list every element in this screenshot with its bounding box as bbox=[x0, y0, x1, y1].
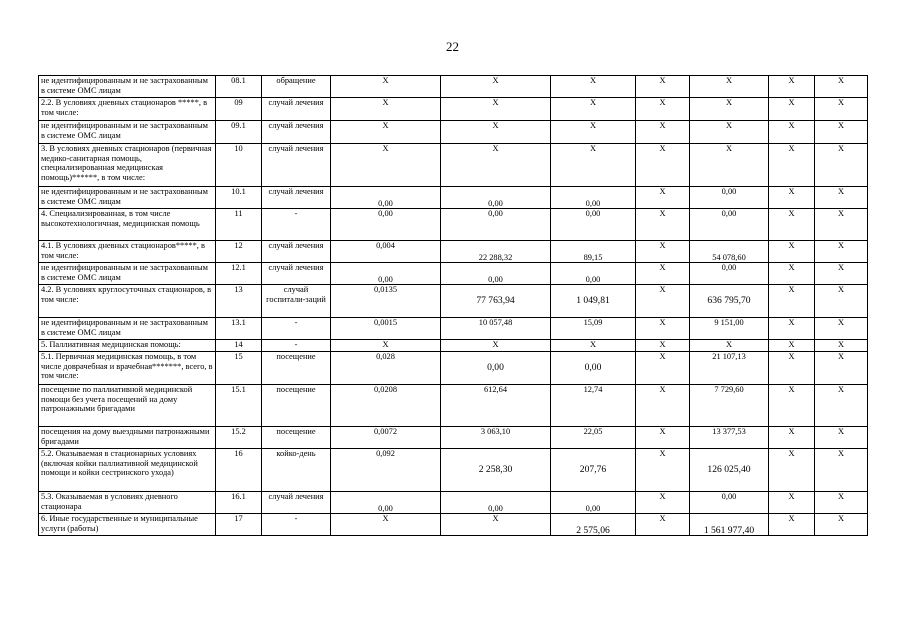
cell-value: 0,0208 bbox=[331, 385, 441, 427]
table-row bbox=[39, 121, 868, 144]
cell-value: X bbox=[815, 121, 868, 144]
table-row bbox=[39, 340, 868, 352]
cell-value: X bbox=[331, 340, 441, 352]
cell-value: X bbox=[769, 340, 815, 352]
row-code: 15.1 bbox=[216, 385, 262, 427]
cell-value: 1 561 977,40 bbox=[690, 514, 769, 536]
cell-value: X bbox=[636, 187, 690, 209]
table-row bbox=[39, 187, 868, 209]
cell-value: 0,00 bbox=[551, 492, 636, 514]
cell-value: X bbox=[815, 449, 868, 492]
cell-value: 0,00 bbox=[331, 187, 441, 209]
table-row bbox=[39, 209, 868, 241]
table-row bbox=[39, 514, 868, 536]
cell-value: 612,64 bbox=[441, 385, 551, 427]
row-name: 6. Иные государственные и муниципальные услуги (работы) bbox=[39, 514, 216, 536]
cell-value: 9 151,00 bbox=[690, 318, 769, 340]
cell-value: 0,028 bbox=[331, 352, 441, 385]
cell-value: X bbox=[815, 318, 868, 340]
table-row bbox=[39, 285, 868, 318]
row-unit: случай лечения bbox=[262, 187, 331, 209]
cell-value: 12,74 bbox=[551, 385, 636, 427]
cell-value: X bbox=[636, 385, 690, 427]
cell-value: 126 025,40 bbox=[690, 449, 769, 492]
cell-value: X bbox=[551, 340, 636, 352]
cell-value: X bbox=[441, 76, 551, 98]
cell-value: 0,00 bbox=[690, 209, 769, 241]
row-code: 12 bbox=[216, 241, 262, 263]
cell-value: X bbox=[815, 241, 868, 263]
cell-value: X bbox=[636, 427, 690, 449]
cell-value: X bbox=[815, 492, 868, 514]
cell-value: 0,00 bbox=[331, 209, 441, 241]
row-code: 12.1 bbox=[216, 263, 262, 285]
cell-value: X bbox=[815, 144, 868, 187]
cell-value: X bbox=[441, 340, 551, 352]
cell-value: X bbox=[636, 209, 690, 241]
row-unit: случай лечения bbox=[262, 241, 331, 263]
cell-value: 0,00 bbox=[551, 263, 636, 285]
row-unit: посещение bbox=[262, 385, 331, 427]
cell-value: X bbox=[769, 449, 815, 492]
cell-value: 0,0072 bbox=[331, 427, 441, 449]
cell-value: X bbox=[815, 285, 868, 318]
row-code: 10.1 bbox=[216, 187, 262, 209]
cell-value: X bbox=[690, 340, 769, 352]
cell-value: X bbox=[815, 514, 868, 536]
row-code: 15.2 bbox=[216, 427, 262, 449]
cell-value: 3 063,10 bbox=[441, 427, 551, 449]
cell-value: X bbox=[636, 98, 690, 121]
cell-value: 2 258,30 bbox=[441, 449, 551, 492]
cell-value: X bbox=[551, 98, 636, 121]
table-row bbox=[39, 318, 868, 340]
cell-value: 77 763,94 bbox=[441, 285, 551, 318]
cell-value: 0,0135 bbox=[331, 285, 441, 318]
cell-value: X bbox=[636, 514, 690, 536]
cell-value: 13 377,53 bbox=[690, 427, 769, 449]
row-name: не идентифицированным и не застрахованным в системе ОМС лицам bbox=[39, 121, 216, 144]
cell-value: X bbox=[636, 144, 690, 187]
cell-value: X bbox=[636, 340, 690, 352]
cell-value: X bbox=[769, 514, 815, 536]
cell-value: 2 575,06 bbox=[551, 514, 636, 536]
cell-value: X bbox=[769, 318, 815, 340]
cell-value: X bbox=[636, 318, 690, 340]
cell-value: 0,00 bbox=[441, 209, 551, 241]
table-row bbox=[39, 241, 868, 263]
cell-value: 0,004 bbox=[331, 241, 441, 263]
cell-value: X bbox=[636, 241, 690, 263]
row-name: не идентифицированным и не застрахованным в системе ОМС лицам bbox=[39, 318, 216, 340]
cell-value: X bbox=[636, 263, 690, 285]
cell-value: 636 795,70 bbox=[690, 285, 769, 318]
row-name: 2.2. В условиях дневных стационаров *****, в том числе: bbox=[39, 98, 216, 121]
row-unit: посещение bbox=[262, 352, 331, 385]
row-unit: обращение bbox=[262, 76, 331, 98]
row-unit: койко-день bbox=[262, 449, 331, 492]
cell-value: X bbox=[331, 514, 441, 536]
cell-value: X bbox=[690, 144, 769, 187]
cell-value: X bbox=[636, 449, 690, 492]
row-unit: случай лечения bbox=[262, 263, 331, 285]
cell-value: X bbox=[769, 98, 815, 121]
table-row bbox=[39, 352, 868, 385]
cell-value: X bbox=[769, 209, 815, 241]
table-row bbox=[39, 427, 868, 449]
cell-value: X bbox=[636, 121, 690, 144]
table-row bbox=[39, 263, 868, 285]
cell-value: 22 288,32 bbox=[441, 241, 551, 263]
cell-value: X bbox=[441, 514, 551, 536]
cell-value: 89,15 bbox=[551, 241, 636, 263]
table-row bbox=[39, 492, 868, 514]
cell-value: X bbox=[769, 385, 815, 427]
cell-value: X bbox=[815, 209, 868, 241]
row-unit: - bbox=[262, 340, 331, 352]
tariff-table bbox=[38, 75, 868, 536]
row-unit: случай госпитали-заций bbox=[262, 285, 331, 318]
cell-value: 1 049,81 bbox=[551, 285, 636, 318]
row-name: 5.2. Оказываемая в стационарных условиях (включая койки паллиативной медицинской помощи и койки сестринского ухода) bbox=[39, 449, 216, 492]
cell-value: 22,05 bbox=[551, 427, 636, 449]
cell-value: X bbox=[636, 352, 690, 385]
cell-value: X bbox=[769, 187, 815, 209]
row-code: 11 bbox=[216, 209, 262, 241]
row-code: 09 bbox=[216, 98, 262, 121]
cell-value: 0,00 bbox=[441, 187, 551, 209]
cell-value: 0,00 bbox=[331, 263, 441, 285]
row-unit: посещение bbox=[262, 427, 331, 449]
cell-value: X bbox=[769, 76, 815, 98]
cell-value: X bbox=[551, 144, 636, 187]
row-code: 10 bbox=[216, 144, 262, 187]
cell-value: X bbox=[636, 285, 690, 318]
cell-value: 21 107,13 bbox=[690, 352, 769, 385]
row-code: 13.1 bbox=[216, 318, 262, 340]
row-name: 4. Специализированная, в том числе высокотехнологичная, медицинская помощь bbox=[39, 209, 216, 241]
cell-value: X bbox=[815, 340, 868, 352]
table-row bbox=[39, 449, 868, 492]
cell-value: 0,00 bbox=[551, 352, 636, 385]
cell-value: 0,00 bbox=[690, 187, 769, 209]
row-code: 16.1 bbox=[216, 492, 262, 514]
row-unit: случай лечения bbox=[262, 121, 331, 144]
row-code: 16 bbox=[216, 449, 262, 492]
table-row bbox=[39, 385, 868, 427]
row-code: 13 bbox=[216, 285, 262, 318]
table-row bbox=[39, 98, 868, 121]
cell-value: X bbox=[769, 285, 815, 318]
cell-value: X bbox=[815, 76, 868, 98]
row-name: 4.2. В условиях круглосуточных стационаров, в том числе: bbox=[39, 285, 216, 318]
cell-value: X bbox=[331, 121, 441, 144]
cell-value: X bbox=[815, 98, 868, 121]
cell-value: X bbox=[815, 263, 868, 285]
cell-value: X bbox=[769, 121, 815, 144]
row-name: не идентифицированным и не застрахованным в системе ОМС лицам bbox=[39, 76, 216, 98]
cell-value: X bbox=[769, 241, 815, 263]
row-name: посещение по паллиативной медицинской помощи без учета посещений на дому патронажными бригадами bbox=[39, 385, 216, 427]
cell-value: X bbox=[690, 76, 769, 98]
cell-value: 7 729,60 bbox=[690, 385, 769, 427]
cell-value: X bbox=[769, 144, 815, 187]
cell-value: X bbox=[441, 98, 551, 121]
row-name: 5. Паллиативная медицинская помощь: bbox=[39, 340, 216, 352]
row-name: 3. В условиях дневных стационаров (первичная медико-санитарная помощь, специализированная медицинская помощь)******, в том числе: bbox=[39, 144, 216, 187]
row-unit: случай лечения bbox=[262, 98, 331, 121]
row-code: 08.1 bbox=[216, 76, 262, 98]
cell-value: X bbox=[331, 98, 441, 121]
row-code: 14 bbox=[216, 340, 262, 352]
cell-value: 0,092 bbox=[331, 449, 441, 492]
row-unit: - bbox=[262, 209, 331, 241]
cell-value: 54 078,60 bbox=[690, 241, 769, 263]
cell-value: 0,00 bbox=[441, 352, 551, 385]
row-unit: случай лечения bbox=[262, 144, 331, 187]
page-number: 22 bbox=[446, 39, 459, 54]
cell-value: 0,00 bbox=[690, 263, 769, 285]
row-code: 15 bbox=[216, 352, 262, 385]
cell-value: X bbox=[441, 121, 551, 144]
cell-value: 0,00 bbox=[690, 492, 769, 514]
cell-value: X bbox=[690, 121, 769, 144]
cell-value: X bbox=[815, 385, 868, 427]
row-unit: случай лечения bbox=[262, 492, 331, 514]
cell-value: X bbox=[690, 98, 769, 121]
row-name: посещения на дому выездными патронажными бригадами bbox=[39, 427, 216, 449]
cell-value: 207,76 bbox=[551, 449, 636, 492]
cell-value: X bbox=[636, 492, 690, 514]
row-code: 09.1 bbox=[216, 121, 262, 144]
cell-value: 15,09 bbox=[551, 318, 636, 340]
cell-value: X bbox=[331, 76, 441, 98]
cell-value: X bbox=[815, 187, 868, 209]
cell-value: 0,0015 bbox=[331, 318, 441, 340]
row-unit: - bbox=[262, 318, 331, 340]
cell-value: X bbox=[331, 144, 441, 187]
row-name: не идентифицированным и не застрахованным в системе ОМС лицам bbox=[39, 187, 216, 209]
cell-value: X bbox=[815, 427, 868, 449]
cell-value: X bbox=[551, 121, 636, 144]
cell-value: X bbox=[441, 144, 551, 187]
row-name: 4.1. В условиях дневных стационаров*****, в том числе: bbox=[39, 241, 216, 263]
table-row bbox=[39, 144, 868, 187]
cell-value: 0,00 bbox=[331, 492, 441, 514]
table-row bbox=[39, 76, 868, 98]
cell-value: X bbox=[769, 263, 815, 285]
cell-value: X bbox=[636, 76, 690, 98]
cell-value: X bbox=[769, 427, 815, 449]
cell-value: X bbox=[769, 492, 815, 514]
cell-value: 0,00 bbox=[441, 492, 551, 514]
row-name: не идентифицированным и не застрахованным в системе ОМС лицам bbox=[39, 263, 216, 285]
row-name: 5.3. Оказываемая в условиях дневного стационара bbox=[39, 492, 216, 514]
cell-value: 0,00 bbox=[441, 263, 551, 285]
row-unit: - bbox=[262, 514, 331, 536]
cell-value: X bbox=[769, 352, 815, 385]
cell-value: 10 057,48 bbox=[441, 318, 551, 340]
row-code: 17 bbox=[216, 514, 262, 536]
cell-value: X bbox=[551, 76, 636, 98]
row-name: 5.1. Первичная медицинская помощь, в том числе доврачебная и врачебная*******, всего, в том числе: bbox=[39, 352, 216, 385]
cell-value: 0,00 bbox=[551, 209, 636, 241]
cell-value: X bbox=[815, 352, 868, 385]
cell-value: 0,00 bbox=[551, 187, 636, 209]
